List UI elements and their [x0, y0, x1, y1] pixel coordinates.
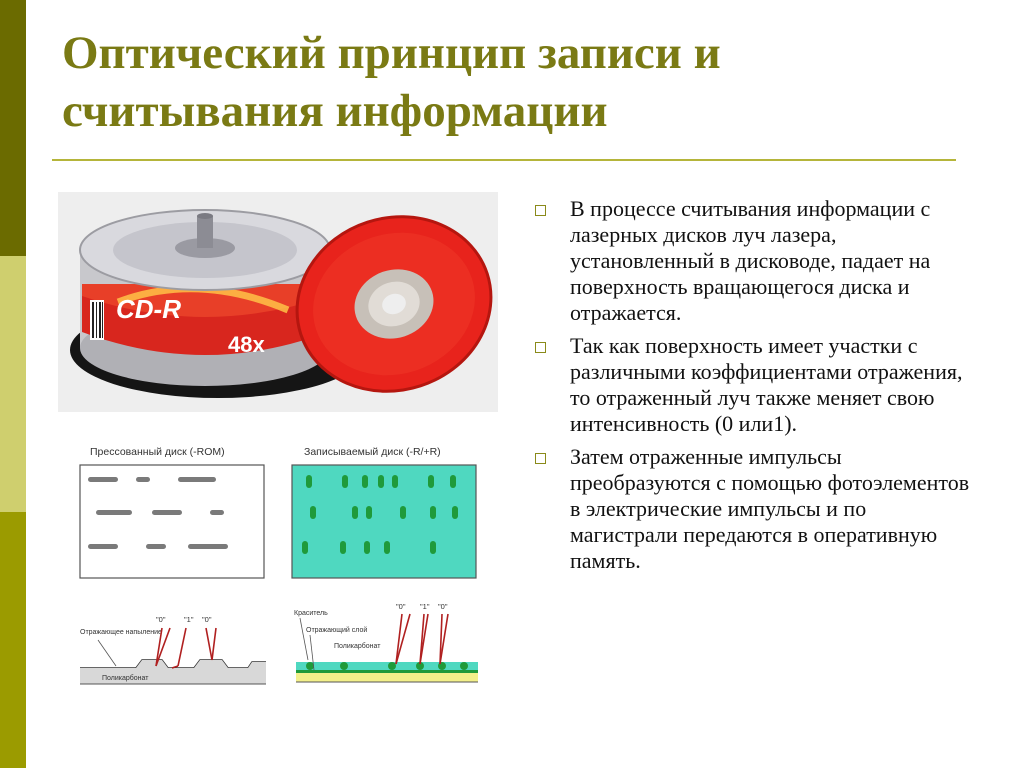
coating-label: Отражающее напыление — [80, 629, 162, 636]
beam-label-0b: "0" — [438, 602, 448, 611]
bullet-list — [534, 196, 974, 581]
pressed-disc-caption: Прессованный диск (-ROM) — [90, 446, 225, 458]
beam-label-1: "1" — [184, 615, 194, 624]
recordable-disc-cross-section — [292, 598, 482, 688]
sidebar-stripe-top — [0, 0, 26, 256]
cd-spindle-photo — [58, 192, 498, 412]
sidebar-stripe-bottom — [0, 512, 26, 768]
square-bullet-icon — [535, 453, 546, 464]
square-bullet-icon — [535, 342, 546, 353]
slide-title: Оптический принцип записи и считывания информации — [62, 27, 721, 137]
speed-label: 48x — [228, 332, 265, 357]
polycarbonate-label-pressed: Поликарбонат — [102, 675, 149, 682]
title-divider — [52, 159, 956, 161]
pressed-disc-diagram — [72, 440, 272, 580]
dye-label: Краситель — [294, 610, 328, 617]
bullet-text: В процессе считывания информации с лазерных дисков луч лазера, установленный в дисководе, падает на поверхность вращающегося диска и отражается. — [570, 196, 931, 325]
bullet-item — [534, 444, 974, 574]
spindle-label: CD-R — [116, 294, 181, 324]
beam-label-0b: "0" — [202, 615, 212, 624]
sidebar-stripe-middle — [0, 256, 26, 512]
laser-beams — [396, 614, 448, 664]
recordable-disc-caption: Записываемый диск (-R/+R) — [304, 446, 441, 458]
bullet-item — [534, 196, 974, 326]
beam-label-0a: "0" — [396, 602, 406, 611]
beam-label-0a: "0" — [156, 615, 166, 624]
pressed-disc-cross-section — [76, 606, 272, 688]
recordable-disc-diagram — [284, 440, 484, 580]
reflective-layer-label: Отражающий слой — [306, 627, 368, 634]
polycarbonate-label-recordable: Поликарбонат — [334, 643, 381, 650]
square-bullet-icon — [535, 205, 546, 216]
bullet-text: Затем отраженные импульсы преобразуются с помощью фотоэлементов в электрические импульсы и по магистрали передаются в оперативную память. — [570, 444, 970, 573]
beam-label-1: "1" — [420, 602, 430, 611]
bullet-text: Так как поверхность имеет участки с различными коэффициентами отражения, то отраженный луч также меняет свою интенсивность (0 или1). — [570, 333, 963, 436]
bullet-item — [534, 333, 974, 437]
